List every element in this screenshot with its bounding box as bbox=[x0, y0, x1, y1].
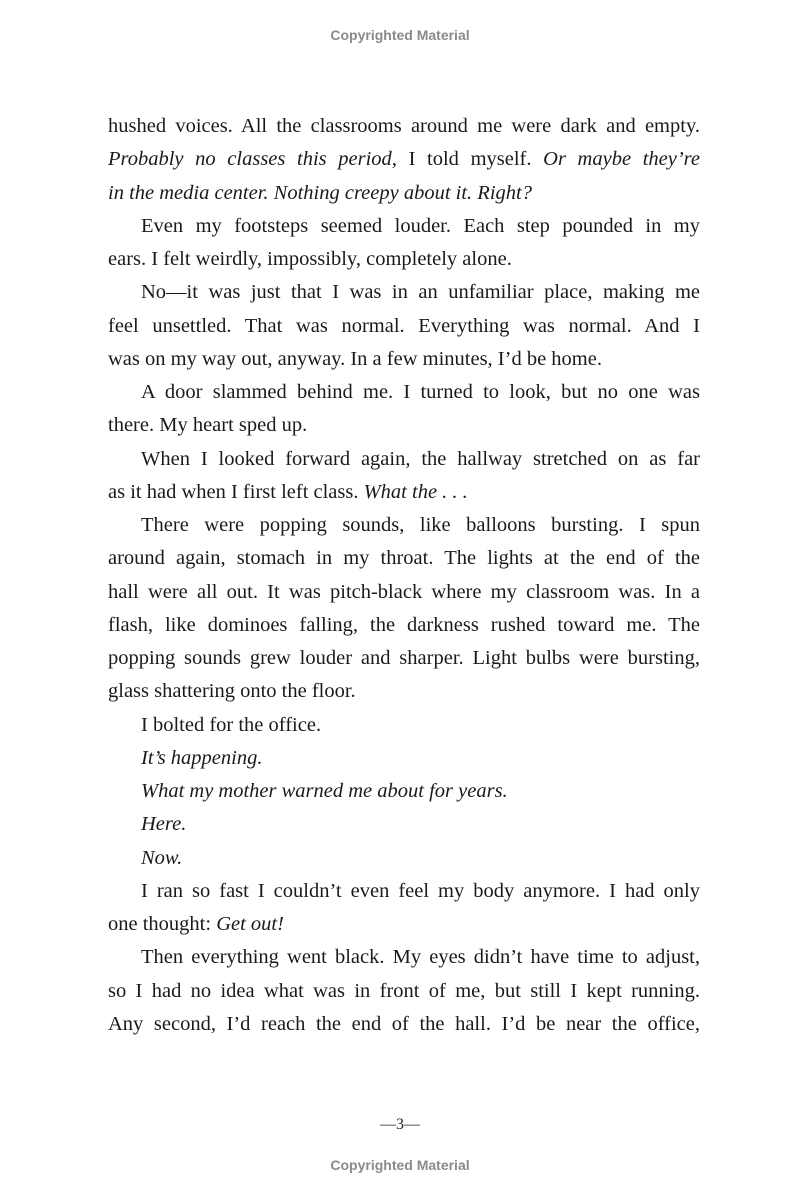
text-line bbox=[108, 1008, 700, 1041]
text-segment: hall were all out. It was pitch-black where my classroom was. In a bbox=[108, 580, 700, 603]
text-line bbox=[108, 908, 700, 941]
text-line bbox=[108, 143, 700, 176]
text-line bbox=[108, 742, 700, 775]
text-line bbox=[108, 975, 700, 1008]
text-segment: When I looked forward again, the hallway stretched on as far bbox=[141, 447, 700, 470]
text-line bbox=[108, 443, 700, 476]
text-line bbox=[108, 476, 700, 509]
italic-text: Get out! bbox=[216, 913, 284, 935]
text-segment: Even my footsteps seemed louder. Each step pounded in my bbox=[141, 214, 700, 237]
italic-text: Or maybe they’re bbox=[543, 148, 700, 171]
text-line bbox=[108, 343, 700, 376]
text-line bbox=[108, 110, 700, 143]
text-line bbox=[108, 875, 700, 908]
italic-text: It’s happening. bbox=[141, 746, 263, 769]
text-line bbox=[108, 310, 700, 343]
text-segment: popping sounds grew louder and sharper. Light bulbs were bursting, bbox=[108, 647, 700, 669]
text-line bbox=[108, 409, 700, 442]
page-number: —3— bbox=[380, 1116, 420, 1133]
copyright-header: Copyrighted Material bbox=[330, 27, 470, 43]
text-line bbox=[108, 842, 700, 875]
text-segment: glass shattering onto the floor. bbox=[108, 680, 356, 703]
page-body-text bbox=[108, 110, 700, 1041]
text-segment: as it had when I first left class. bbox=[108, 480, 364, 503]
text-segment: flash, like dominoes falling, the darkness rushed toward me. The bbox=[108, 613, 700, 636]
text-segment: there. My heart sped up. bbox=[108, 414, 308, 437]
text-segment: Then everything went black. My eyes didn’t have time to adjust, bbox=[141, 946, 700, 969]
text-line bbox=[108, 941, 700, 974]
italic-text: Now. bbox=[141, 846, 183, 869]
italic-text: What the . . . bbox=[363, 480, 468, 503]
text-segment: one thought: bbox=[108, 913, 217, 935]
text-segment: hushed voices. All the classrooms around me were dark and empty. bbox=[108, 115, 700, 137]
text-segment: feel unsettled. That was normal. Everything was normal. And I bbox=[108, 314, 700, 337]
italic-text: in the media center. Nothing creepy about it. Right? bbox=[108, 181, 532, 204]
text-line bbox=[108, 243, 700, 276]
text-segment: I ran so fast I couldn’t even feel my body anymore. I had only bbox=[141, 879, 700, 902]
text-line bbox=[108, 709, 700, 742]
text-segment: ears. I felt weirdly, impossibly, completely alone. bbox=[108, 248, 512, 270]
text-line bbox=[108, 675, 700, 708]
text-segment: so I had no idea what was in front of me, but still I kept running. bbox=[108, 979, 700, 1002]
text-segment: I told myself. bbox=[396, 148, 544, 171]
text-line bbox=[108, 642, 700, 675]
text-segment: There were popping sounds, like balloons bursting. I spun bbox=[141, 514, 700, 536]
italic-text: Probably no classes this period, bbox=[108, 148, 397, 171]
text-line bbox=[108, 276, 700, 309]
text-line bbox=[108, 210, 700, 243]
italic-text: What my mother warned me about for years. bbox=[141, 780, 508, 802]
text-line bbox=[108, 542, 700, 575]
text-segment: Any second, I’d reach the end of the hall. I’d be near the office, bbox=[108, 1012, 700, 1035]
text-line bbox=[108, 376, 700, 409]
text-segment: No—it was just that I was in an unfamiliar place, making me bbox=[141, 281, 700, 304]
text-segment: A door slammed behind me. I turned to look, but no one was bbox=[141, 381, 700, 403]
text-line bbox=[108, 509, 700, 542]
text-segment: around again, stomach in my throat. The lights at the end of the bbox=[108, 547, 700, 570]
text-line bbox=[108, 609, 700, 642]
text-line bbox=[108, 775, 700, 808]
text-line bbox=[108, 576, 700, 609]
text-line bbox=[108, 808, 700, 841]
italic-text: Here. bbox=[141, 813, 187, 836]
text-segment: was on my way out, anyway. In a few minutes, I’d be home. bbox=[108, 347, 602, 370]
copyright-footer: Copyrighted Material bbox=[330, 1157, 470, 1173]
text-segment: I bolted for the office. bbox=[141, 713, 322, 736]
text-line bbox=[108, 177, 700, 210]
